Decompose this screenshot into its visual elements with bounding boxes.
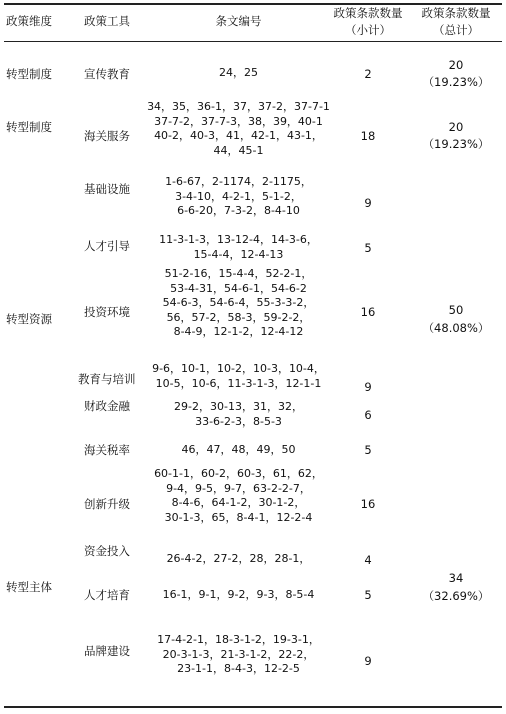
code-line: 60-1-1，60-2，60-3，61，62， <box>154 467 323 480</box>
row-subtotal: 16 <box>360 305 376 319</box>
row-subtotal: 16 <box>360 497 376 511</box>
code-line: 9-4，9-5，9-7，63-2-2-7， <box>166 481 311 495</box>
code-line: 56，57-2，58-3，59-2-2， <box>166 310 311 324</box>
row-tool: 人才引导 <box>84 239 130 253</box>
row-subtotal: 5 <box>364 443 372 457</box>
code-line: 3-4-10，4-2-1，5-1-2， <box>175 189 302 203</box>
row-total-percent: （19.23%） <box>422 137 490 151</box>
row-total-value: 50 <box>448 303 464 317</box>
code-line: 26-4-2，27-2，28，28-1， <box>166 552 311 565</box>
top-rule <box>4 3 502 5</box>
header-total-line1: 政策条款数量 <box>421 6 491 20</box>
header-subtotal-line2: （小计） <box>345 23 391 37</box>
header-tool: 政策工具 <box>84 14 130 28</box>
code-line: 44，45-1 <box>213 143 264 157</box>
row-codes <box>146 100 331 158</box>
row-codes <box>146 233 331 262</box>
row-subtotal: 5 <box>364 588 372 602</box>
row-subtotal: 9 <box>364 380 372 394</box>
row-codes <box>146 443 331 458</box>
code-line: 8-4-6，64-1-2，30-1-2， <box>171 496 306 509</box>
row-subtotal: 5 <box>364 241 372 255</box>
row-total-value: 20 <box>448 58 464 72</box>
row-dimension: 转型主体 <box>6 580 52 594</box>
row-dimension: 转型资源 <box>6 312 52 326</box>
row-tool: 投资环境 <box>84 305 130 319</box>
code-line: 10-5，10-6，11-3-1-3，12-1-1 <box>155 376 322 390</box>
header-rule <box>4 41 502 42</box>
code-line: 8-4-9，12-1-2，12-4-12 <box>173 325 304 338</box>
row-codes <box>146 633 331 677</box>
row-tool: 财政金融 <box>84 399 130 413</box>
code-line: 37-7-2，37-7-3，38，39，40-1 <box>154 114 323 128</box>
row-codes <box>146 400 331 429</box>
row-subtotal: 2 <box>364 67 372 81</box>
row-tool: 教育与培训 <box>78 372 136 386</box>
header-subtotal-line1: 政策条款数量 <box>333 6 403 20</box>
code-line: 1-6-67，2-1174，2-1175， <box>165 175 312 188</box>
row-subtotal: 9 <box>364 196 372 210</box>
header-total-line2: （总计） <box>433 23 479 37</box>
code-line: 20-3-1-3，21-3-1-2，22-2， <box>162 647 315 661</box>
code-line: 53-4-31，54-6-1，54-6-2 <box>170 281 307 295</box>
row-total-percent: （32.69%） <box>422 589 490 603</box>
row-codes <box>146 362 331 391</box>
row-subtotal: 18 <box>360 129 376 143</box>
code-line: 23-1-1，8-4-3，12-2-5 <box>177 662 300 675</box>
row-total-value: 34 <box>448 571 464 585</box>
row-tool: 基础设施 <box>84 182 130 196</box>
code-line: 11-3-1-3，13-12-4，14-3-6， <box>159 233 318 246</box>
code-line: 33-6-2-3，8-5-3 <box>195 414 282 428</box>
code-line: 40-2，40-3，41，42-1，43-1， <box>154 129 323 142</box>
code-line: 16-1，9-1，9-2，9-3，8-5-4 <box>162 588 315 601</box>
row-subtotal: 6 <box>364 408 372 422</box>
row-tool: 宣传教育 <box>84 67 130 81</box>
row-codes <box>146 588 331 603</box>
code-line: 34，35，36-1，37，37-2，37-7-1 <box>147 100 330 113</box>
header-codes: 条文编号 <box>215 14 262 28</box>
code-line: 54-6-3，54-6-4，55-3-3-2， <box>162 296 315 309</box>
row-codes <box>146 175 331 219</box>
row-dimension: 转型制度 <box>6 120 52 134</box>
row-tool: 海关服务 <box>84 129 130 143</box>
code-line: 17-4-2-1，18-3-1-2，19-3-1， <box>157 633 320 646</box>
row-codes <box>146 66 331 81</box>
row-codes <box>146 267 331 340</box>
bottom-rule <box>4 706 502 708</box>
code-line: 15-4-4，12-4-13 <box>193 247 284 261</box>
row-tool: 品牌建设 <box>84 644 130 658</box>
row-total-value: 20 <box>448 120 464 134</box>
row-subtotal: 9 <box>364 654 372 668</box>
row-subtotal: 4 <box>364 553 372 567</box>
row-total-percent: （48.08%） <box>422 321 490 335</box>
code-line: 9-6，10-1，10-2，10-3，10-4， <box>152 362 325 375</box>
row-tool: 人才培育 <box>84 588 130 602</box>
code-line: 6-6-20，7-3-2，8-4-10 <box>177 204 300 217</box>
row-tool: 创新升级 <box>84 497 130 511</box>
row-codes <box>146 552 331 567</box>
code-line: 51-2-16，15-4-4，52-2-1， <box>164 267 313 280</box>
code-line: 30-1-3，65，8-4-1，12-2-4 <box>164 510 313 524</box>
row-tool: 资金投入 <box>84 544 130 558</box>
row-codes <box>146 467 331 525</box>
header-dimension: 政策维度 <box>6 14 52 28</box>
row-dimension: 转型制度 <box>6 67 52 81</box>
code-line: 24，25 <box>219 66 258 79</box>
code-line: 29-2，30-13，31，32， <box>174 400 303 413</box>
code-line: 46，47，48，49，50 <box>181 443 296 456</box>
row-total-percent: （19.23%） <box>422 75 490 89</box>
row-tool: 海关税率 <box>84 443 130 457</box>
